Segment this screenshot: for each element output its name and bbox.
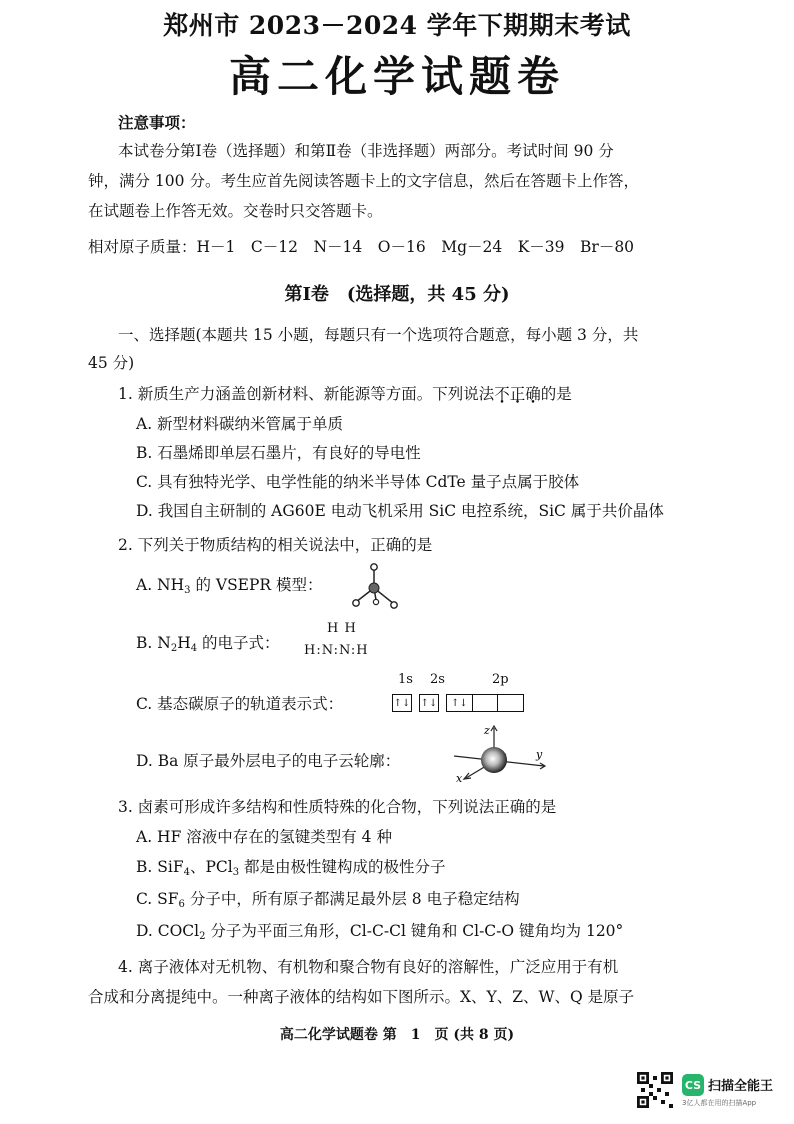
notice-heading: 注意事项：: [118, 113, 196, 132]
q3b-sub2: 3: [232, 867, 240, 878]
q2-option-a: [136, 574, 323, 596]
q3-option-b: [136, 856, 446, 878]
notice-line-1: 本试卷分第Ⅰ卷（选择题）和第Ⅱ卷（非选择题）两部分。考试时间 90 分: [118, 142, 614, 160]
q3b-text: B. SiF: [136, 858, 184, 876]
q2b-sub1: 2: [170, 643, 178, 654]
orbital-box-1s: ↑↓: [392, 694, 412, 712]
q3c-sub: 6: [178, 899, 185, 910]
q2b-text: B. N: [136, 634, 171, 652]
orbital-box-2p: [446, 694, 524, 712]
n2h4-formula-top: H H: [327, 621, 357, 636]
q2b-sub2: 4: [190, 643, 198, 654]
notice-line-2: 钟，满分 100 分。考生应首先阅读答题卡上的文字信息，然后在答题卡上作答，: [88, 172, 639, 190]
q3-option-a: A. HF 溶液中存在的氢键类型有 4 种: [136, 828, 392, 846]
section-intro-line1: 一、选择题(本题共 15 小题，每题只有一个选项符合题意，每小题 3 分，共: [118, 326, 639, 344]
section-intro-line2: 45 分): [88, 354, 135, 372]
q2-option-c: C. 基态碳原子的轨道表示式：: [136, 695, 344, 713]
axis-y-label: y: [536, 748, 543, 761]
q2a-sub: 3: [184, 585, 191, 596]
axis-z-label: z: [484, 724, 490, 737]
electron-cloud-icon: [448, 722, 548, 786]
q3c-post: 分子中，所有原子都满足最外层 8 电子稳定结构: [184, 890, 520, 908]
exam-title-line1: 郑州市 2023－2024 学年下期期末考试: [163, 11, 631, 40]
question-1-stem: [118, 383, 572, 405]
orbital-label-1s: 1s: [398, 672, 413, 687]
question-2-stem: 2. 下列关于物质结构的相关说法中，正确的是: [118, 536, 433, 554]
question-3-stem: 3. 卤素可形成许多结构和性质特殊的化合物，下列说法正确的是: [118, 798, 557, 816]
q3b-sub1: 4: [183, 867, 190, 878]
q1-option-d: D. 我国自主研制的 AG60E 电动飞机采用 SiC 电控系统，SiC 属于共价晶体: [136, 502, 664, 520]
nh3-vsepr-model-icon: [348, 560, 404, 612]
carbon-orbital-diagram: [392, 694, 529, 712]
q1-stem-end: 的是: [540, 385, 572, 403]
camscanner-name: 扫描全能王: [708, 1079, 774, 1094]
orbital-2p-cell-3: [498, 695, 523, 711]
orbital-box-2s: ↑↓: [419, 694, 439, 712]
section-title: 第Ⅰ卷 (选择题，共 45 分): [284, 284, 510, 305]
atomic-mass-values: H－1 C－12 N－14 O－16 Mg－24 K－39 Br－80: [196, 238, 635, 256]
notice-line-3: 在试题卷上作答无效。交卷时只交答题卡。: [88, 202, 383, 220]
q2a-text: A. NH: [136, 576, 185, 594]
axis-x-label: x: [456, 772, 463, 785]
q3b-post: 都是由极性键构成的极性分子: [239, 858, 446, 876]
orbital-2p-cell-2: [473, 695, 499, 711]
q3d-post: 分子为平面三角形，Cl-C-Cl 键角和 Cl-C-O 键角均为 120°: [205, 922, 624, 940]
q1-option-a: A. 新型材料碳纳米管属于单质: [136, 415, 344, 433]
n2h4-formula-bottom: H:N:N:H: [304, 643, 369, 658]
q2b-mid: H: [177, 634, 191, 652]
atomic-masses: [88, 236, 634, 258]
atomic-mass-label: 相对原子质量：: [88, 238, 197, 256]
qr-code-icon: [637, 1072, 673, 1108]
page-footer: 高二化学试题卷 第 1 页 (共 8 页): [279, 1027, 515, 1043]
q3-option-d: [136, 920, 623, 942]
question-4-line2: 合成和分离提纯中。一种离子液体的结构如下图所示。X、Y、Z、W、Q 是原子: [88, 988, 635, 1006]
q2b-post: 的电子式：: [197, 634, 280, 652]
q3d-text: D. COCl: [136, 922, 200, 940]
question-4-line1: 4. 离子液体对无机物、有机物和聚合物有良好的溶解性，广泛应用于有机: [118, 958, 619, 976]
q1-option-c: C. 具有独特光学、电学性能的纳米半导体 CdTe 量子点属于胶体: [136, 473, 580, 491]
q2-option-b: [136, 632, 280, 654]
orbital-label-2s: 2s: [430, 672, 445, 687]
q3d-sub: 2: [199, 931, 206, 942]
q3b-mid: 、PCl: [189, 858, 233, 876]
camscanner-tagline: 3亿人都在用的扫描App: [682, 1099, 757, 1107]
camscanner-logo-icon: CS: [682, 1074, 704, 1096]
q2-option-d: D. Ba 原子最外层电子的电子云轮廓：: [136, 752, 401, 770]
q1-emphasis: 不正确: [494, 385, 541, 403]
orbital-2p-cell-1: ↑↓: [447, 695, 473, 711]
q2a-post: 的 VSEPR 模型：: [190, 576, 323, 594]
q3c-text: C. SF: [136, 890, 179, 908]
q3-option-c: [136, 888, 520, 910]
q1-option-b: B. 石墨烯即单层石墨片，有良好的导电性: [136, 444, 421, 462]
q1-stem-text: 1. 新质生产力涵盖创新材料、新能源等方面。下列说法: [118, 385, 495, 403]
orbital-label-2p: 2p: [492, 672, 509, 687]
exam-title: 高二化学试题卷: [228, 52, 565, 101]
